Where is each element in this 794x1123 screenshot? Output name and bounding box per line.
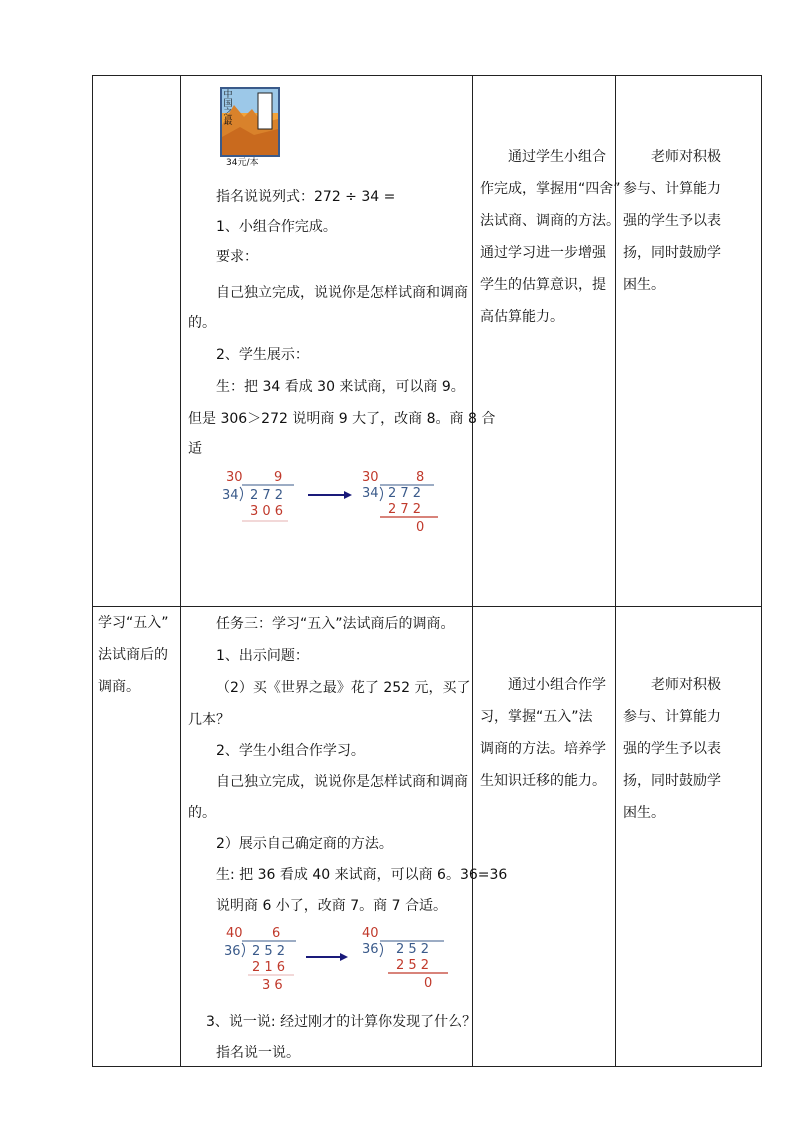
content-line: 生：把 34 看成 30 来试商，可以商 9。 (216, 379, 465, 395)
product-number: 2 5 2 (396, 958, 430, 973)
product-number: 2 1 6 (252, 960, 286, 975)
estimate-number: 40 (362, 926, 379, 941)
estimate-number: 40 (226, 926, 243, 941)
content-line: 自己独立完成，说说你是怎样试商和调商 (216, 285, 468, 301)
purpose-line: 通过学习进一步增强 (480, 245, 606, 261)
table-border-left (92, 75, 93, 1067)
purpose-line: 法试商、调商的方法。 (480, 213, 620, 229)
table-border-bottom (92, 1066, 762, 1067)
row-divider (92, 606, 762, 607)
content-line: 指名说说列式：272 ÷ 34 = (216, 189, 396, 205)
content-line: 1、出示问题： (216, 648, 309, 664)
content-line: 指名说一说。 (216, 1045, 300, 1061)
purpose-line: 作完成，掌握用“四舍” (480, 181, 621, 197)
content-line: 2）展示自己确定商的方法。 (216, 836, 393, 852)
table-border-top (92, 75, 762, 76)
section-line: 学习“五入” (98, 615, 169, 631)
divisor-number: 36 (224, 944, 241, 959)
dividend-number: 2 5 2 (396, 942, 430, 957)
product-number: 3 0 6 (250, 504, 284, 519)
column-divider (180, 75, 181, 1067)
long-division-diagram-1 (220, 467, 460, 535)
evaluation-line: 强的学生予以表 (623, 213, 721, 229)
purpose-line: 习，掌握“五入”法 (480, 709, 593, 725)
purpose-line: 通过学生小组合 (508, 149, 606, 165)
divisor-number: 34 (222, 488, 239, 503)
quotient-number: 6 (272, 926, 281, 941)
purpose-line: 调商的方法。培养学 (480, 741, 606, 757)
section-line: 调商。 (98, 679, 140, 695)
evaluation-line: 参与、计算能力 (623, 181, 721, 197)
evaluation-line: 参与、计算能力 (623, 709, 721, 725)
content-line: 2、学生小组合作学习。 (216, 743, 365, 759)
estimate-number: 30 (226, 470, 243, 485)
content-line: 2、学生展示： (216, 347, 309, 363)
content-line: 生: 把 36 看成 40 来试商，可以商 6。36=36 (216, 867, 508, 883)
evaluation-line: 老师对积极 (651, 149, 721, 165)
content-line: 但是 306＞272 说明商 9 大了，改商 8。商 8 合 (188, 411, 496, 427)
long-division-diagram-2 (220, 923, 460, 995)
product-number: 2 7 2 (388, 502, 422, 517)
content-line: 1、小组合作完成。 (216, 219, 337, 235)
quotient-number: 8 (416, 470, 425, 485)
content-line: 要求： (216, 249, 258, 265)
remainder-number: 0 (416, 520, 425, 535)
book-title: 中国之最 (223, 90, 233, 127)
quotient-number: 9 (274, 470, 283, 485)
divisor-number: 36 (362, 942, 379, 957)
remainder-number: 0 (424, 976, 433, 991)
content-line: 3、说一说: 经过刚才的计算你发现了什么？ (206, 1014, 477, 1030)
purpose-line: 高估算能力。 (480, 309, 564, 325)
dividend-number: 2 5 2 (252, 944, 286, 959)
divisor-number: 34 (362, 486, 379, 501)
table-border-right (761, 75, 762, 1067)
section-title (98, 607, 169, 703)
content-line: 的。 (188, 315, 216, 331)
content-line: 说明商 6 小了，改商 7。商 7 合适。 (216, 898, 447, 914)
content-line: 任务三：学习“五入”法试商后的调商。 (216, 616, 455, 632)
estimate-number: 30 (362, 470, 379, 485)
section-line: 法试商后的 (98, 647, 168, 663)
dividend-number: 2 7 2 (388, 486, 422, 501)
evaluation-line: 强的学生予以表 (623, 741, 721, 757)
purpose-line: 生知识迁移的能力。 (480, 773, 606, 789)
evaluation-text (623, 141, 721, 301)
evaluation-line: 困生。 (623, 277, 665, 293)
evaluation-line: 老师对积极 (651, 677, 721, 693)
content-line: 几本？ (188, 712, 230, 728)
purpose-text (480, 141, 621, 333)
content-line: （2）买《世界之最》花了 252 元，买了 (216, 680, 471, 696)
content-line: 的。 (188, 805, 216, 821)
price-label: 34元/本 (226, 158, 259, 168)
column-divider (472, 75, 473, 1067)
evaluation-line: 扬，同时鼓励学 (623, 773, 721, 789)
lesson-table (92, 75, 762, 1067)
content-line: 自己独立完成，说说你是怎样试商和调商 (216, 774, 468, 790)
purpose-line: 通过小组合作学 (508, 677, 606, 693)
content-line: 适 (188, 441, 202, 457)
evaluation-line: 困生。 (623, 805, 665, 821)
purpose-line: 学生的估算意识，提 (480, 277, 606, 293)
evaluation-text (623, 669, 721, 829)
evaluation-line: 扬，同时鼓励学 (623, 245, 721, 261)
dividend-number: 2 7 2 (250, 488, 284, 503)
remainder-number: 3 6 (262, 978, 283, 993)
purpose-text (480, 669, 606, 797)
